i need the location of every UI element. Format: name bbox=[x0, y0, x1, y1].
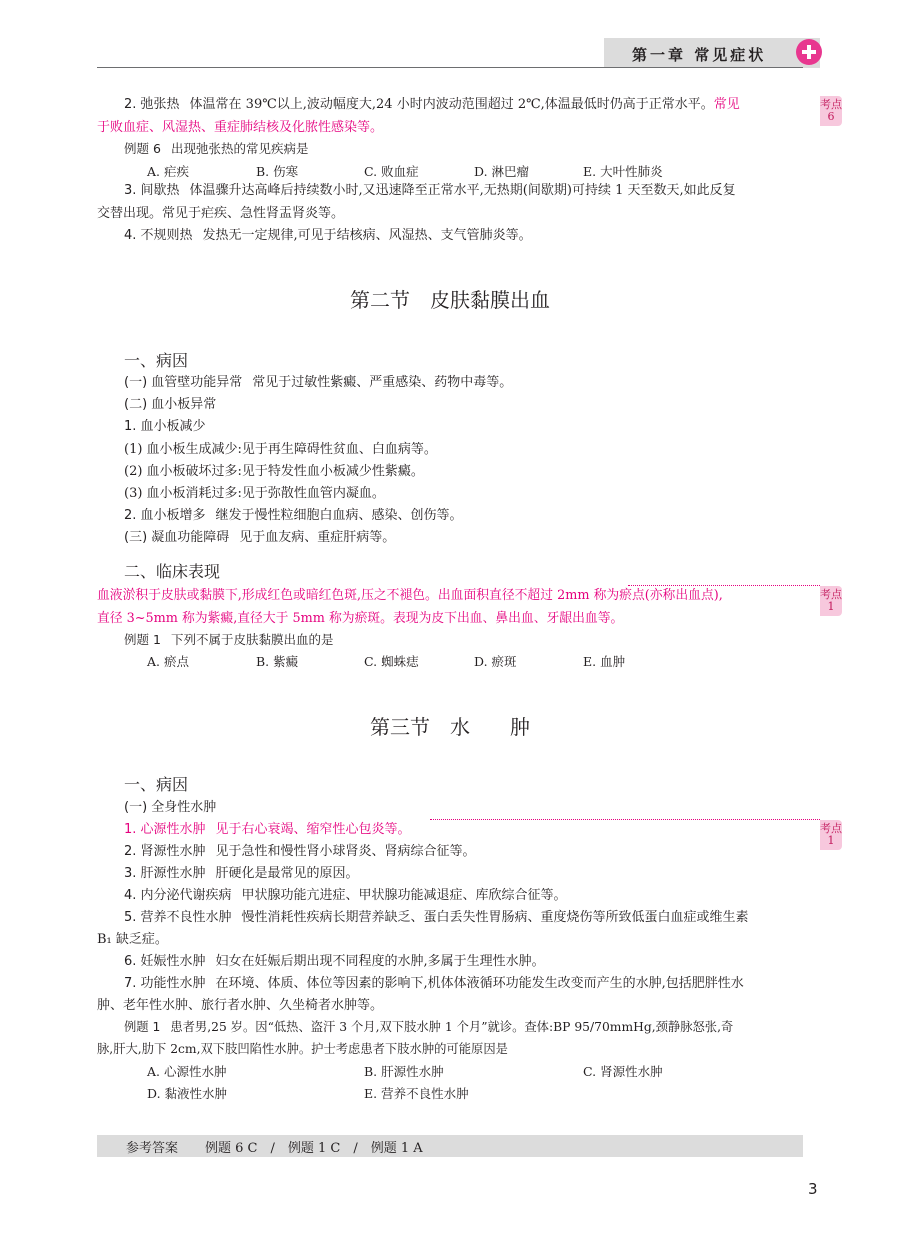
renal-edema-term: 2. 肾源性水肿 bbox=[124, 844, 206, 859]
section-heading: 一、病因 bbox=[124, 351, 189, 370]
pregnancy-edema-desc: 妇女在妊娠后期出现不同程度的水肿,多属于生理性水肿。 bbox=[215, 954, 545, 969]
functional-edema-desc: 在环境、体质、体位等因素的影响下,机体体液循环功能发生改变而产生的水肿,包括肥胖性水 bbox=[215, 976, 744, 991]
example-label: 例题 1 bbox=[124, 1020, 161, 1034]
option: E. 血肿 bbox=[583, 654, 626, 669]
example-case-line2: 脉,肝大,肋下 2cm,双下肢凹陷性水肿。护士考虑患者下肢水肿的可能原因是 bbox=[97, 1042, 508, 1056]
clinical-line-2: 直径 3~5mm 称为紫癜,直径大于 5mm 称为瘀斑。表现为皮下出血、鼻出血、牙龈出血等。 bbox=[97, 611, 624, 626]
example-6 bbox=[124, 139, 830, 158]
option: A. 瘀点 bbox=[147, 654, 189, 669]
key-point-leader bbox=[430, 819, 820, 820]
remittent-fever-pink-a: 常见 bbox=[713, 97, 740, 112]
header-rule bbox=[97, 67, 803, 68]
intermittent-fever-term: 3. 间歇热 bbox=[124, 183, 180, 198]
option: B. 伤寒 bbox=[256, 164, 299, 179]
irregular-fever-line bbox=[97, 226, 803, 245]
nutritional-edema-term: 5. 营养不良性水肿 bbox=[124, 910, 232, 925]
list-item: (2) 血小板破坏过多:见于特发性血小板减少性紫癜。 bbox=[124, 464, 424, 479]
hepatic-edema-desc: 肝硬化是最常见的原因。 bbox=[215, 866, 359, 881]
option: D. 黏液性水肿 bbox=[147, 1086, 228, 1101]
functional-edema-line bbox=[97, 974, 803, 993]
example-1-case bbox=[124, 1018, 830, 1037]
platelet-increase-term: 2. 血小板增多 bbox=[124, 508, 206, 523]
functional-edema-term: 7. 功能性水肿 bbox=[124, 976, 206, 991]
endocrine-term: 4. 内分泌代谢疾病 bbox=[124, 888, 232, 903]
hepatic-edema-term: 3. 肝源性水肿 bbox=[124, 866, 206, 881]
vascular-desc: 常见于过敏性紫癜、严重感染、药物中毒等。 bbox=[252, 375, 513, 390]
option: E. 大叶性肺炎 bbox=[583, 164, 663, 179]
chapter-title: 第一章 常见症状 bbox=[632, 46, 767, 64]
platelet-increase-desc: 继发于慢性粒细胞白血病、感染、创伤等。 bbox=[215, 508, 463, 523]
section-heading: 二、临床表现 bbox=[124, 562, 221, 581]
remittent-fever-pink-b: 于败血症、风湿热、重症肺结核及化脓性感染等。 bbox=[97, 120, 384, 135]
option: A. 心源性水肿 bbox=[147, 1064, 227, 1079]
remittent-fever-desc: 体温常在 39℃以上,波动幅度大,24 小时内波动范围超过 2℃,体温最低时仍高于正常水平。 bbox=[189, 97, 714, 112]
option: C. 肾源性水肿 bbox=[583, 1064, 663, 1079]
example-label: 例题 1 bbox=[124, 632, 161, 647]
remittent-fever-line bbox=[97, 95, 803, 114]
option: B. 肝源性水肿 bbox=[364, 1064, 444, 1079]
cardiac-edema-desc: 见于右心衰竭、缩窄性心包炎等。 bbox=[215, 822, 411, 837]
cardiac-edema-term: 1. 心源性水肿 bbox=[124, 822, 206, 837]
example-1 bbox=[124, 630, 830, 649]
functional-edema-line2: 肿、老年性水肿、旅行者水肿、久坐椅者水肿等。 bbox=[97, 998, 384, 1013]
section-heading: 一、病因 bbox=[124, 775, 189, 794]
endocrine-line bbox=[97, 886, 803, 905]
list-item: (1) 血小板生成减少:见于再生障碍性贫血、白血病等。 bbox=[124, 442, 437, 457]
vascular-line bbox=[97, 373, 803, 392]
irregular-fever-desc: 发热无一定规律,可见于结核病、风湿热、支气管肺炎等。 bbox=[202, 228, 532, 243]
option: E. 营养不良性水肿 bbox=[364, 1086, 469, 1101]
page-number: 3 bbox=[808, 1180, 818, 1198]
example-question: 下列不属于皮肤黏膜出血的是 bbox=[170, 632, 334, 647]
example-case-line1: 患者男,25 岁。因“低热、盗汗 3 个月,双下肢水肿 1 个月”就诊。查体:BP 95/70mmHg,颈静脉怒张,奇 bbox=[170, 1020, 734, 1034]
coagulation-term: (三) 凝血功能障碍 bbox=[124, 530, 230, 545]
cardiac-edema-line bbox=[97, 820, 803, 839]
endocrine-desc: 甲状腺功能亢进症、甲状腺功能减退症、库欣综合征等。 bbox=[241, 888, 567, 903]
intermittent-fever-line bbox=[97, 181, 803, 200]
example-question: 出现弛张热的常见疾病是 bbox=[170, 141, 309, 156]
coagulation-line bbox=[97, 528, 803, 547]
option: C. 蜘蛛痣 bbox=[364, 654, 419, 669]
nutritional-edema-line bbox=[97, 908, 803, 927]
answer-text: 例题 6 C / 例题 1 C / 例题 1 A bbox=[205, 1141, 423, 1156]
option: D. 瘀斑 bbox=[474, 654, 517, 669]
section-title: 第三节 水 肿 bbox=[370, 715, 530, 739]
intermittent-fever-line2: 交替出现。常见于疟疾、急性肾盂肾炎等。 bbox=[97, 206, 345, 221]
plus-cross-icon bbox=[796, 39, 822, 65]
platelet-increase-line bbox=[97, 506, 803, 525]
example-label: 例题 6 bbox=[124, 141, 161, 156]
key-point-tag: 考点1 bbox=[820, 820, 842, 850]
vascular-term: (一) 血管壁功能异常 bbox=[124, 375, 243, 390]
section-title: 第二节 皮肤黏膜出血 bbox=[350, 288, 550, 312]
platelet-heading: (二) 血小板异常 bbox=[124, 397, 217, 412]
renal-edema-desc: 见于急性和慢性肾小球肾炎、肾病综合征等。 bbox=[215, 844, 476, 859]
coagulation-desc: 见于血友病、重症肝病等。 bbox=[239, 530, 396, 545]
pregnancy-edema-line bbox=[97, 952, 803, 971]
hepatic-edema-line bbox=[97, 864, 803, 883]
pregnancy-edema-term: 6. 妊娠性水肿 bbox=[124, 954, 206, 969]
list-item: (3) 血小板消耗过多:见于弥散性血管内凝血。 bbox=[124, 486, 385, 501]
option: B. 紫癜 bbox=[256, 654, 299, 669]
answer-label: 参考答案 bbox=[126, 1141, 179, 1156]
platelet-decrease-heading: 1. 血小板减少 bbox=[124, 419, 206, 434]
nutritional-edema-line2: B₁ 缺乏症。 bbox=[97, 932, 168, 947]
key-point-leader bbox=[628, 585, 820, 586]
nutritional-edema-desc: 慢性消耗性疾病长期营养缺乏、蛋白丢失性胃肠病、重度烧伤等所致低蛋白血症或维生素 bbox=[241, 910, 749, 925]
option: D. 淋巴瘤 bbox=[474, 164, 530, 179]
systemic-edema-heading: (一) 全身性水肿 bbox=[124, 800, 217, 815]
renal-edema-line bbox=[97, 842, 803, 861]
clinical-line-1: 血液淤积于皮肤或黏膜下,形成红色或暗红色斑,压之不褪色。出血面积直径不超过 2mm 称为瘀点(亦称出血点), bbox=[97, 588, 723, 603]
key-point-tag: 考点1 bbox=[820, 586, 842, 616]
irregular-fever-term: 4. 不规则热 bbox=[124, 228, 193, 243]
remittent-fever-term: 2. 弛张热 bbox=[124, 97, 180, 112]
answer-bar bbox=[97, 1135, 803, 1157]
option: C. 败血症 bbox=[364, 164, 419, 179]
key-point-tag: 考点6 bbox=[820, 96, 842, 126]
intermittent-fever-desc: 体温骤升达高峰后持续数小时,又迅速降至正常水平,无热期(间歇期)可持续 1 天至数天,如此反复 bbox=[189, 183, 736, 198]
option: A. 疟疾 bbox=[147, 164, 189, 179]
